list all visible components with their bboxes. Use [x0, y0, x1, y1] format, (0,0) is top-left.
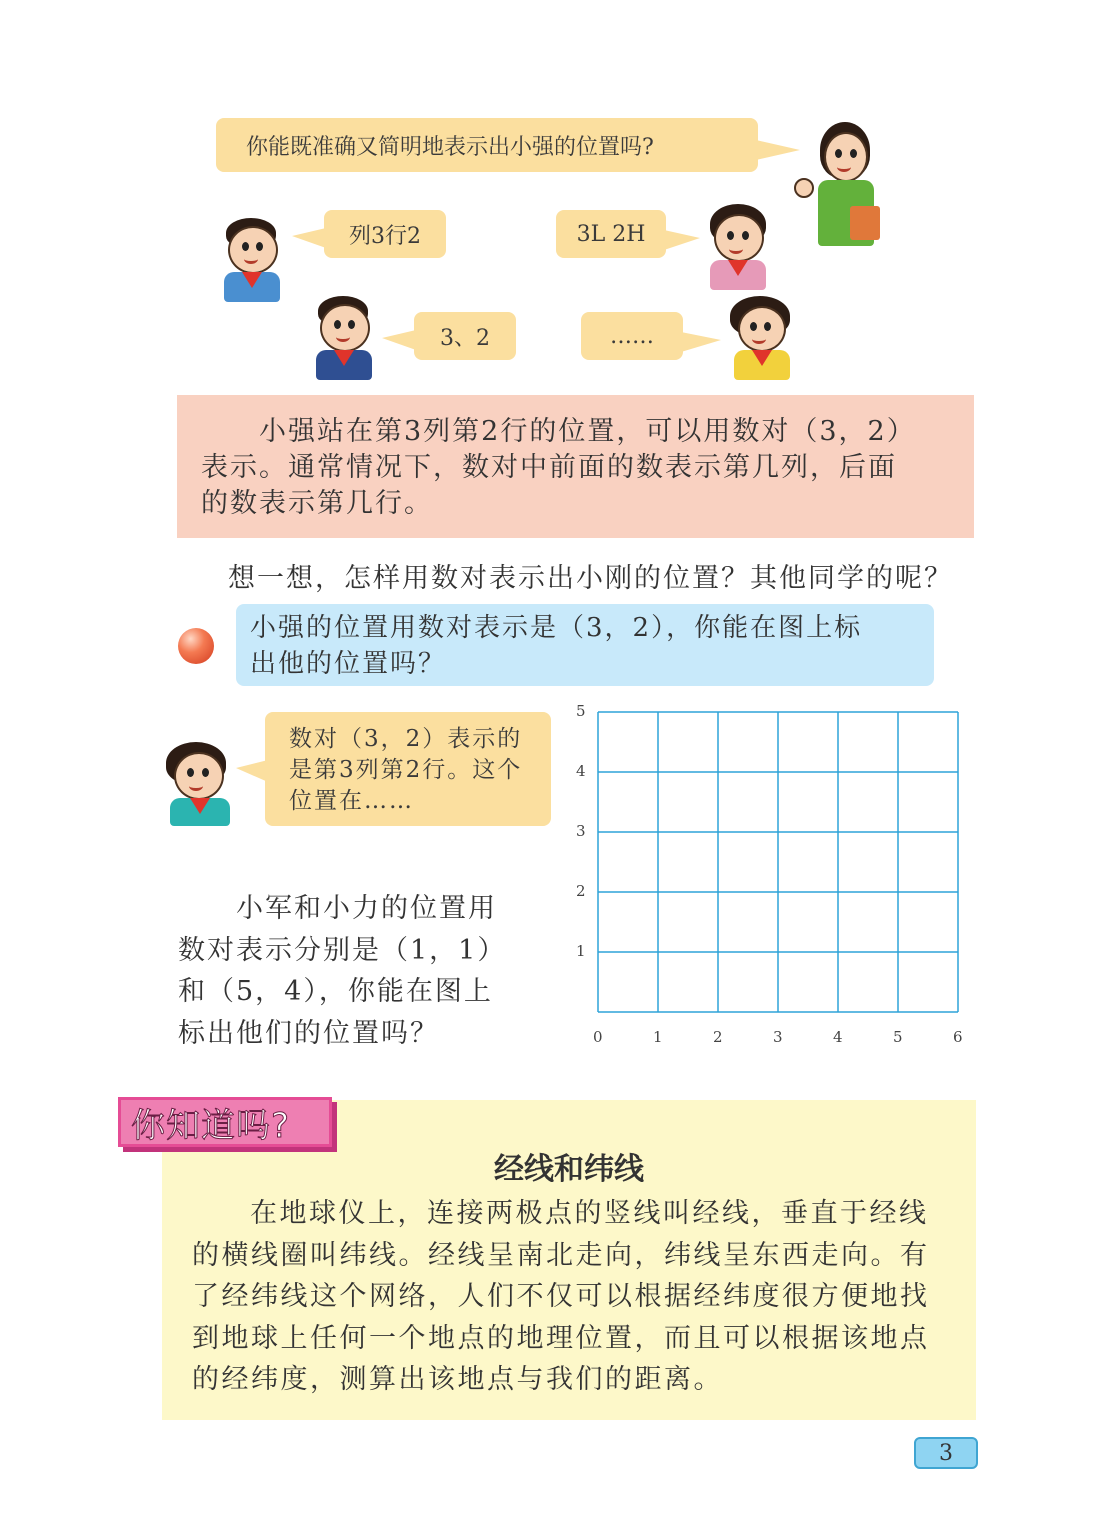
coordinate-grid[interactable]	[570, 700, 970, 1060]
boy-figure-2	[314, 296, 386, 382]
student-bubble-2-tail	[664, 230, 700, 250]
know-line-4: 到地球上任何一个地点的地理位置，而且可以根据该地点	[192, 1322, 930, 1354]
x-axis-tick-label: 3	[773, 1028, 783, 1046]
page-number	[914, 1437, 978, 1469]
definition-box	[177, 395, 974, 538]
exercise-text	[178, 888, 506, 1054]
student-bubble-4-tail	[681, 332, 721, 352]
y-axis-tick-label: 3	[576, 822, 586, 840]
exercise-line-2: 数对表示分别是（1，1）	[178, 934, 507, 966]
bullet-ball-icon	[178, 628, 214, 664]
question-line-2: 出他的位置吗？	[250, 649, 447, 679]
question-line-1: 小强的位置用数对表示是（3，2），你能在图上标	[250, 613, 863, 643]
did-you-know-title: 经线和纬线	[494, 1152, 644, 1187]
y-axis-tick-label: 2	[576, 882, 586, 900]
student-bubble-2-text: 3L 2H	[576, 221, 646, 247]
did-you-know-body	[192, 1193, 952, 1401]
student-bubble-1	[324, 210, 446, 258]
y-axis-tick-label: 5	[576, 702, 586, 720]
x-axis-tick-label: 0	[593, 1028, 603, 1046]
student-bubble-3-tail	[382, 330, 416, 350]
girl-hint-bubble-tail	[236, 760, 268, 782]
exercise-line-3: 和（5，4），你能在图上	[178, 976, 493, 1007]
teacher-speech-text: 你能既准确又简明地表示出小强的位置吗?	[246, 134, 654, 160]
student-bubble-4-text: ……	[610, 323, 654, 349]
did-you-know-tag-text: 你知道吗?	[131, 1105, 291, 1146]
girl-hint-line-3: 位置在……	[289, 788, 414, 814]
boy-figure-1	[222, 218, 294, 304]
x-axis-tick-label: 5	[893, 1028, 903, 1046]
girl-hint-bubble	[265, 712, 551, 826]
girl-figure-1	[698, 204, 778, 290]
know-line-5: 的经纬度，测算出该地点与我们的距离。	[192, 1364, 723, 1395]
x-axis-tick-label: 2	[713, 1028, 723, 1046]
know-line-1: 在地球仪上，连接两极点的竖线叫经线，垂直于经线	[250, 1198, 929, 1229]
think-prompt: 想一想，怎样用数对表示出小刚的位置？其他同学的呢？	[228, 563, 953, 594]
question-box	[236, 604, 934, 686]
x-axis-tick-label: 4	[833, 1028, 843, 1046]
definition-line-3: 的数表示第几行。	[201, 488, 433, 519]
teacher-figure	[790, 122, 900, 252]
exercise-line-1: 小军和小力的位置用	[236, 893, 497, 924]
know-line-2: 的横线圈叫纬线。经线呈南北走向，纬线呈东西走向。有	[192, 1239, 930, 1271]
definition-line-2: 表示。通常情况下，数对中前面的数表示第几列，后面	[201, 452, 897, 483]
did-you-know-tag	[118, 1097, 332, 1147]
student-bubble-2	[556, 210, 666, 258]
girl-hint-line-2: 是第3列第2行。这个	[289, 757, 523, 783]
y-axis-tick-label: 4	[576, 762, 586, 780]
student-bubble-3	[414, 312, 516, 360]
student-bubble-1-text: 列3行2	[349, 223, 421, 249]
definition-line-1: 小强站在第3列第2行的位置，可以用数对（3，2）	[259, 416, 916, 447]
y-axis-tick-label: 1	[576, 942, 586, 960]
student-bubble-3-text: 3、2	[440, 325, 490, 351]
exercise-line-4: 标出他们的位置吗？	[178, 1017, 439, 1049]
student-bubble-1-tail	[292, 228, 326, 248]
x-axis-tick-label: 1	[653, 1028, 663, 1046]
know-line-3: 了经纬线这个网络，人们不仅可以根据经纬度很方便地找	[192, 1281, 930, 1312]
page-number-text: 3	[939, 1440, 953, 1466]
girl-hint-line-1: 数对（3，2）表示的	[289, 726, 523, 752]
girl-pointing-figure	[164, 742, 244, 826]
student-bubble-4	[581, 312, 683, 360]
teacher-speech-bubble	[216, 118, 758, 172]
girl-figure-2	[726, 296, 798, 382]
x-axis-tick-label: 6	[953, 1028, 963, 1046]
grid-lines	[570, 700, 970, 1060]
